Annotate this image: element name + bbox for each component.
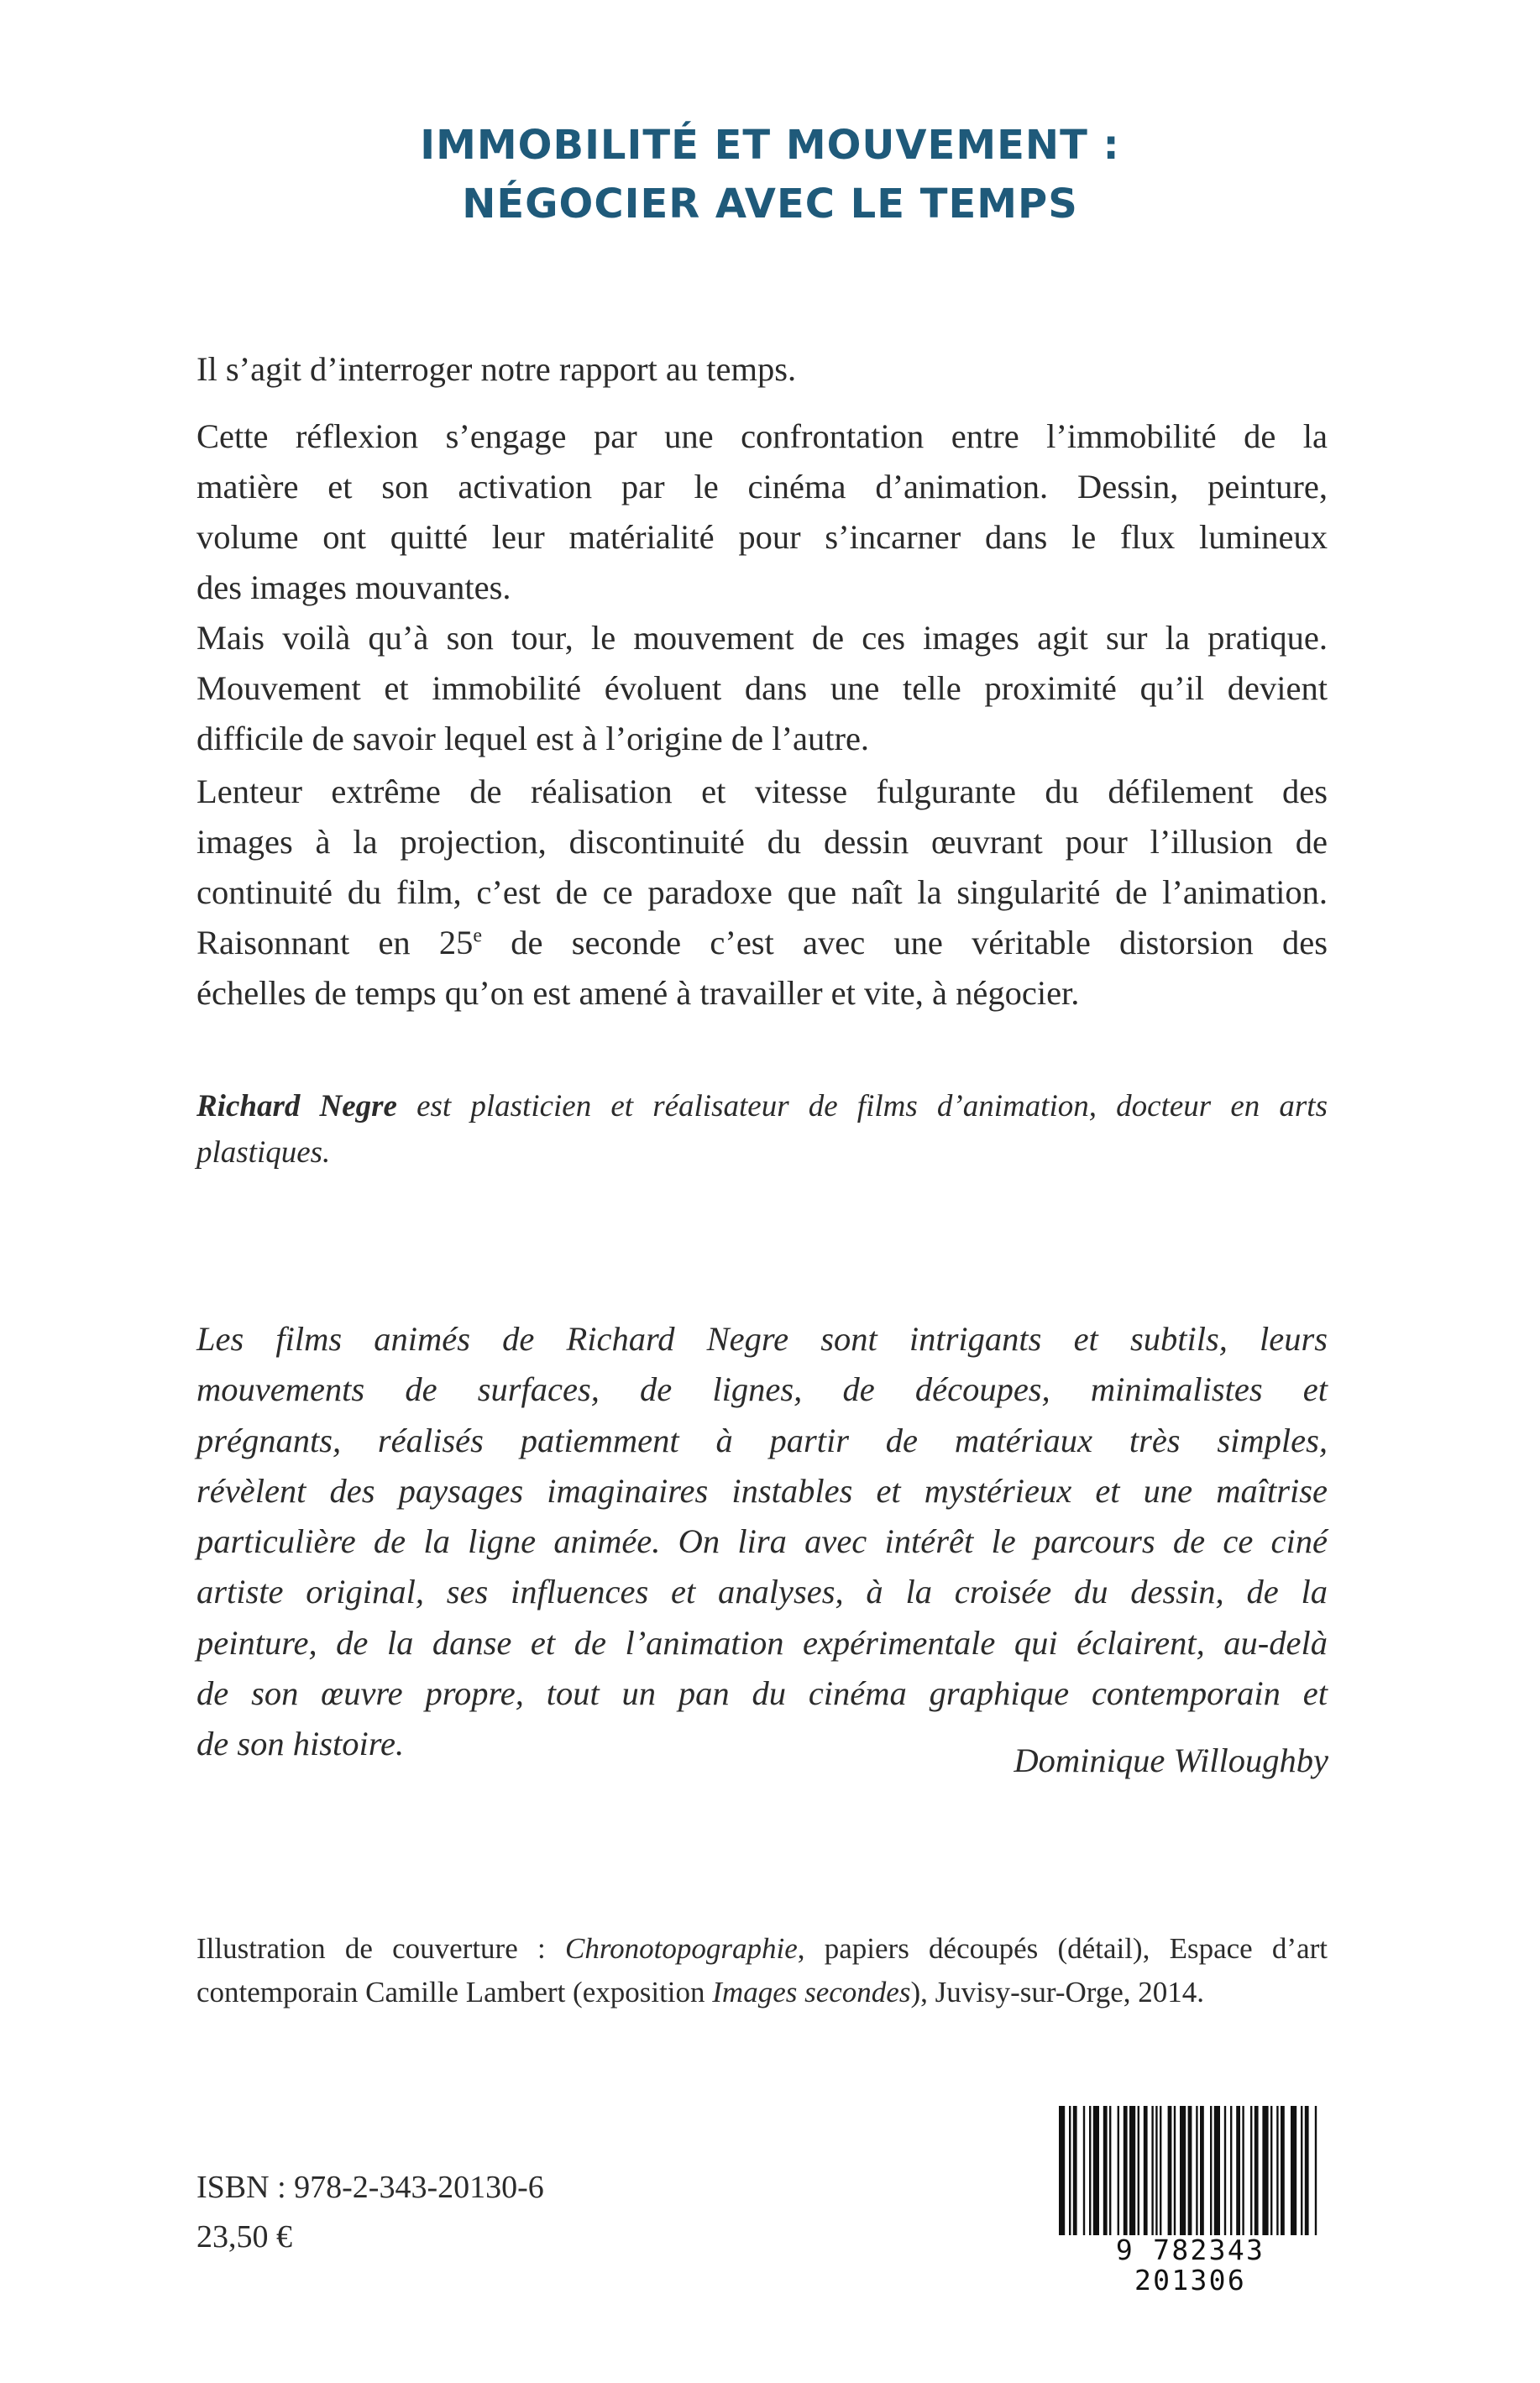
paragraph-line: Cette réflexion s’engage par une confrontation entre l’immobilité de la — [196, 417, 1328, 455]
barcode-bar — [1224, 2106, 1226, 2240]
barcode-bar — [1155, 2106, 1157, 2240]
credits-line — [196, 1927, 1328, 1971]
barcode-bar — [1301, 2106, 1302, 2240]
barcode-bar — [1138, 2106, 1139, 2240]
text-segment: , papiers découpés (détail), Espace d’art — [797, 1932, 1328, 1965]
barcode-bar — [1118, 2106, 1119, 2240]
review-line: peinture, de la danse et de l’animation expérimentale qui éclairent, au-delà — [196, 1623, 1328, 1662]
barcode-bar — [1073, 2106, 1077, 2240]
barcode-bar — [1069, 2106, 1071, 2240]
paragraph-line: matière et son activation par le cinéma d’animation. Dessin, peinture, — [196, 468, 1328, 505]
paragraph-4 — [196, 767, 1328, 1019]
barcode-bar — [1196, 2106, 1197, 2240]
barcode-bar — [1315, 2106, 1317, 2240]
paragraph-3 — [196, 613, 1328, 764]
cover-credits — [196, 1927, 1328, 2014]
text-segment: Illustration de couverture : — [196, 1932, 565, 1965]
barcode-bar — [1305, 2106, 1309, 2240]
barcode-bar — [1236, 2106, 1240, 2240]
barcode-bar — [1262, 2106, 1268, 2240]
author-name: Richard Negre — [196, 1089, 397, 1123]
paragraph-line: Lenteur extrême de réalisation et vitesse fulgurante du défilement des — [196, 773, 1328, 810]
barcode-bar — [1180, 2106, 1186, 2240]
paragraph-line: Mouvement et immobilité évoluent dans une telle proximité qu’il devient — [196, 669, 1328, 707]
barcode — [1052, 2106, 1328, 2297]
barcode-bar — [1200, 2106, 1204, 2240]
barcode-bar — [1089, 2106, 1091, 2240]
paragraph-line: continuité du film, c’est de ce paradoxe que naît la singularité de l’animation. — [196, 873, 1328, 911]
paragraph-line: volume ont quitté leur matérialité pour s’incarner dans le flux lumineux — [196, 518, 1328, 556]
author-bio — [196, 1083, 1328, 1176]
paragraph-line-with-superscript — [196, 918, 1328, 968]
paragraph-line: échelles de temps qu’on est amené à travailler et vite, à négocier. — [196, 974, 1080, 1012]
barcode-bar — [1270, 2106, 1272, 2240]
bio-line — [196, 1083, 1328, 1129]
barcode-bar — [1188, 2106, 1192, 2240]
barcode-bar — [1210, 2106, 1212, 2240]
barcode-digits: 9 782343 201306 — [1052, 2235, 1328, 2296]
review-line: Les films animés de Richard Negre sont intrigants et subtils, leurs — [196, 1320, 1328, 1358]
review-line: artiste original, ses influences et analyses, à la croisée du dessin, de la — [196, 1573, 1328, 1611]
paragraph-line: images à la projection, discontinuité du dessin œuvrant pour l’illusion de — [196, 823, 1328, 861]
bio-line: plastiques. — [196, 1135, 331, 1170]
superscript: e — [473, 924, 483, 947]
review-line: de son histoire. — [196, 1725, 405, 1763]
review-line: de son œuvre propre, tout un pan du cinéma graphique contemporain et — [196, 1674, 1328, 1713]
barcode-bar — [1168, 2106, 1172, 2240]
barcode-bar — [1160, 2106, 1161, 2240]
barcode-bar — [1144, 2106, 1148, 2240]
text-segment: est plasticien et réalisateur de films d’animation, docteur en arts — [396, 1089, 1328, 1123]
barcode-bar — [1255, 2106, 1259, 2240]
text-segment: ), Juvisy-sur-Orge, 2014. — [910, 1976, 1205, 2009]
price: 23,50 € — [196, 2219, 292, 2255]
review-line: révèlent des paysages imaginaires instables et mystérieux et une maîtrise — [196, 1471, 1328, 1510]
text-segment: Raisonnant en 25 — [196, 924, 474, 961]
paragraph-line: Mais voilà qu’à son tour, le mouvement de ces images agit sur la pratique. — [196, 619, 1328, 657]
paragraph-2 — [196, 411, 1328, 613]
barcode-bar — [1083, 2106, 1085, 2240]
barcode-bar — [1124, 2106, 1128, 2240]
barcode-bar — [1103, 2106, 1108, 2240]
barcode-bar — [1151, 2106, 1153, 2240]
review-author: Dominique Willoughby — [1014, 1741, 1328, 1779]
text-segment: de seconde c’est avec une véritable distorsion des — [482, 924, 1328, 961]
review-line: mouvements de surfaces, de lignes, de découpes, minimalistes et — [196, 1370, 1328, 1409]
barcode-bar — [1129, 2106, 1135, 2240]
isbn: ISBN : 978-2-343-20130-6 — [196, 2170, 544, 2205]
exhibition-title: Images secondes — [712, 1976, 911, 2009]
barcode-bar — [1250, 2106, 1252, 2240]
title-line-2: NÉGOCIER AVEC LE TEMPS — [462, 181, 1078, 228]
barcode-bar — [1281, 2106, 1285, 2240]
artwork-title: Chronotopographie — [564, 1932, 798, 1965]
paragraph-1 — [196, 344, 1328, 395]
paragraph-line: Il s’agit d’interroger notre rapport au temps. — [196, 350, 797, 388]
barcode-bar — [1214, 2106, 1220, 2240]
barcode-bar — [1276, 2106, 1278, 2240]
barcode-bar — [1059, 2106, 1065, 2240]
paragraph-line: des images mouvantes. — [196, 568, 511, 606]
barcode-bar — [1174, 2106, 1176, 2240]
text-segment: contemporain Camille Lambert (exposition — [196, 1976, 713, 2009]
barcode-bar — [1093, 2106, 1099, 2240]
paragraph-line: difficile de savoir lequel est à l’origine de l’autre. — [196, 720, 870, 757]
title-line-1: IMMOBILITÉ ET MOUVEMENT : — [420, 122, 1120, 169]
review-line: prégnants, réalisés patiemment à partir de matériaux très simples, — [196, 1421, 1328, 1459]
barcode-bar — [1109, 2106, 1111, 2240]
book-title — [0, 116, 1540, 233]
credits-line — [196, 1971, 1328, 2014]
barcode-bar — [1230, 2106, 1232, 2240]
barcode-bar — [1242, 2106, 1244, 2240]
barcode-bars — [1052, 2106, 1328, 2240]
review-line: particulière de la ligne animée. On lira avec intérêt le parcours de ce ciné — [196, 1522, 1328, 1561]
barcode-bar — [1291, 2106, 1296, 2240]
review-quote — [196, 1314, 1328, 1770]
